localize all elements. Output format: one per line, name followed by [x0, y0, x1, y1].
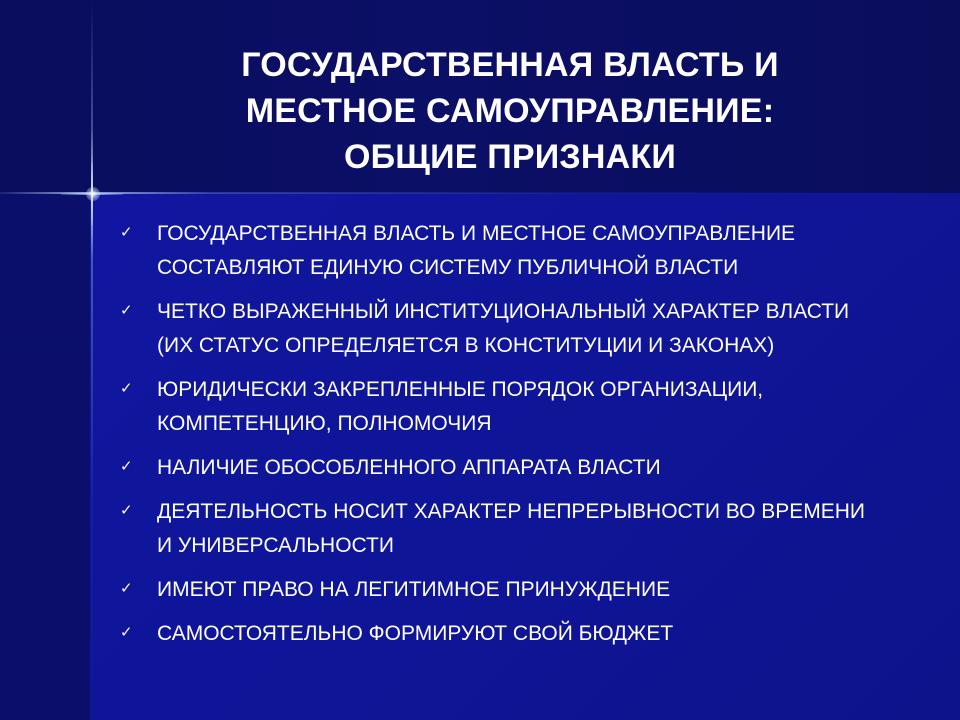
bullet-text-line: НАЛИЧИЕ ОБОСОБЛЕННОГО АППАРАТА ВЛАСТИ — [157, 456, 661, 479]
sparkle-glow — [86, 187, 100, 201]
check-icon: ✓ — [120, 301, 133, 319]
check-icon: ✓ — [120, 457, 133, 475]
bullet-text-line: ГОСУДАРСТВЕННАЯ ВЛАСТЬ И МЕСТНОЕ САМОУПРАВЛЕНИЕ — [157, 222, 796, 245]
bullet-text-line: ЮРИДИЧЕСКИ ЗАКРЕПЛЕННЫЕ ПОРЯДОК ОРГАНИЗАЦИИ, — [157, 378, 764, 401]
bullet-item — [118, 373, 908, 441]
bullet-text-line: ДЕЯТЕЛЬНОСТЬ НОСИТ ХАРАКТЕР НЕПРЕРЫВНОСТИ ВО ВРЕМЕНИ — [157, 500, 866, 523]
bullet-text-line: И УНИВЕРСАЛЬНОСТИ — [157, 534, 394, 557]
check-icon: ✓ — [120, 623, 133, 641]
bullet-text-line: (ИХ СТАТУС ОПРЕДЕЛЯЕТСЯ В КОНСТИТУЦИИ И ЗАКОНАХ) — [157, 334, 775, 357]
bullet-item — [118, 217, 908, 285]
bullet-text-line: ЧЕТКО ВЫРАЖЕННЫЙ ИНСТИТУЦИОНАЛЬНЫЙ ХАРАКТЕР ВЛАСТИ — [157, 300, 850, 323]
title-line: ГОСУДАРСТВЕННАЯ ВЛАСТЬ И — [241, 46, 779, 84]
vertical-divider — [91, 0, 93, 720]
bullet-text-line: ИМЕЮТ ПРАВО НА ЛЕГИТИМНОЕ ПРИНУЖДЕНИЕ — [157, 578, 671, 601]
bullet-text-line: САМОСТОЯТЕЛЬНО ФОРМИРУЮТ СВОЙ БЮДЖЕТ — [157, 622, 674, 645]
check-icon: ✓ — [120, 223, 133, 241]
bullet-item — [118, 451, 908, 485]
left-side-band — [0, 193, 90, 720]
title-line: МЕСТНОЕ САМОУПРАВЛЕНИЕ: — [245, 92, 775, 130]
bullet-item — [118, 495, 908, 563]
bullet-item — [118, 295, 908, 363]
slide-title — [150, 42, 870, 180]
title-line: ОБЩИЕ ПРИЗНАКИ — [343, 138, 677, 176]
horizontal-divider — [0, 192, 960, 194]
check-icon: ✓ — [120, 379, 133, 397]
bullet-text-line: КОМПЕТЕНЦИЮ, ПОЛНОМОЧИЯ — [157, 412, 492, 435]
bullet-item — [118, 573, 908, 607]
bullet-item — [118, 617, 908, 651]
check-icon: ✓ — [120, 579, 133, 597]
bullet-text-line: СОСТАВЛЯЮТ ЕДИНУЮ СИСТЕМУ ПУБЛИЧНОЙ ВЛАСТИ — [157, 256, 739, 279]
check-icon: ✓ — [120, 501, 133, 519]
bullet-list — [118, 217, 908, 661]
